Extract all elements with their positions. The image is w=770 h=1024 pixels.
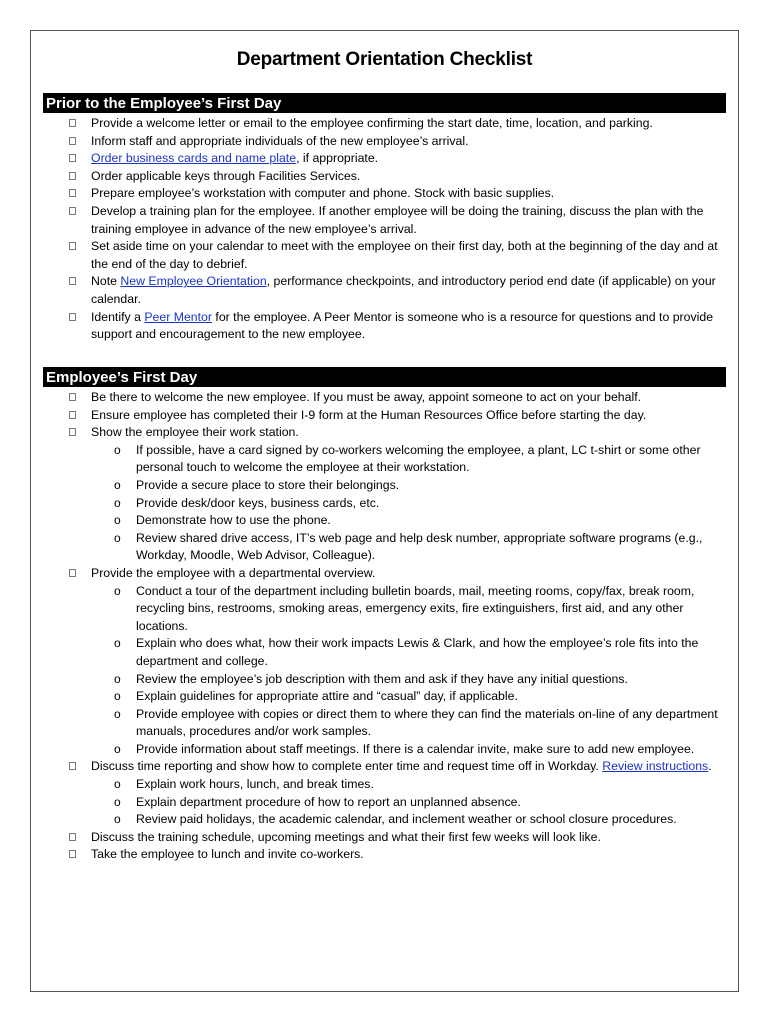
item-text: Be there to welcome the new employee. If you must be away, appoint someone to act on your behalf. bbox=[91, 390, 642, 404]
item-text: Take the employee to lunch and invite co-workers. bbox=[91, 847, 364, 862]
checklist-item bbox=[31, 203, 740, 238]
item-text: Identify a bbox=[91, 309, 145, 324]
checklist-subitem bbox=[31, 495, 740, 513]
bullet-icon: o bbox=[114, 812, 121, 827]
item-text: Prepare employee’s workstation with computer and phone. Stock with basic supplies. bbox=[91, 186, 555, 201]
bullet-icon: o bbox=[114, 495, 121, 510]
checklist-item bbox=[31, 133, 740, 151]
checkbox-icon[interactable] bbox=[69, 137, 76, 145]
checklist-subitem bbox=[31, 794, 740, 812]
checkbox-icon[interactable] bbox=[69, 411, 76, 419]
checklist-subitem bbox=[31, 776, 740, 794]
item-text: Review paid holidays, the academic calendar, and inclement weather or school closure procedures. bbox=[136, 812, 677, 827]
bullet-icon: o bbox=[114, 689, 121, 704]
checklist-subitem bbox=[31, 477, 740, 495]
checklist-first-day bbox=[31, 389, 740, 864]
checkbox-icon[interactable] bbox=[69, 154, 76, 162]
item-text: Provide employee with copies or direct them to where they can find the materials on-line of any department manuals, procedures and/or work samples. bbox=[136, 706, 718, 739]
item-text: Discuss the training schedule, upcoming meetings and what their first few weeks will look like. bbox=[91, 829, 601, 844]
checklist-item bbox=[31, 407, 740, 425]
document-link[interactable]: Peer Mentor bbox=[144, 309, 212, 324]
checklist-subitem bbox=[31, 530, 740, 565]
checkbox-icon[interactable] bbox=[69, 119, 76, 127]
item-text: Conduct a tour of the department including bulletin boards, mail, meeting rooms, copy/fax, break room, recycling bins, restrooms, smoking areas, emergency exits, fire extinguishers, first aid, and any other locations. bbox=[136, 583, 695, 633]
section-heading-prior: Prior to the Employee’s First Day bbox=[43, 93, 726, 113]
checkbox-icon[interactable] bbox=[69, 207, 76, 215]
section-heading-first-day: Employee’s First Day bbox=[43, 367, 726, 387]
checklist-item bbox=[31, 565, 740, 583]
item-text: Provide information about staff meetings. If there is a calendar invite, make sure to add new employee. bbox=[136, 741, 695, 756]
checkbox-icon[interactable] bbox=[69, 569, 76, 577]
item-text: Discuss time reporting and show how to complete enter time and request time off in Workday. bbox=[91, 759, 603, 774]
checkbox-icon[interactable] bbox=[69, 393, 76, 401]
item-text: Provide desk/door keys, business cards, etc. bbox=[136, 495, 380, 510]
checklist-item bbox=[31, 309, 740, 344]
checklist-item bbox=[31, 846, 740, 864]
item-text: Provide a secure place to store their belongings. bbox=[136, 477, 400, 492]
item-text: Provide a welcome letter or email to the employee confirming the start date, time, location, and parking. bbox=[91, 116, 653, 130]
checklist-subitem bbox=[31, 635, 740, 670]
checklist-item bbox=[31, 829, 740, 847]
checkbox-icon[interactable] bbox=[69, 172, 76, 180]
checklist-item bbox=[31, 185, 740, 203]
checklist-subitem bbox=[31, 442, 740, 477]
item-text: Explain guidelines for appropriate attire and “casual” day, if applicable. bbox=[136, 689, 518, 704]
checklist-item bbox=[31, 115, 740, 133]
bullet-icon: o bbox=[114, 513, 121, 528]
item-text: Set aside time on your calendar to meet with the employee on their first day, both at the beginning of the day and at the end of the day to debrief. bbox=[91, 239, 718, 271]
checklist-item bbox=[31, 150, 740, 168]
item-text: Review shared drive access, IT’s web page and help desk number, appropriate software programs (e.g., Workday, Moodle, Web Advisor, Colleague). bbox=[136, 530, 703, 563]
document-page bbox=[30, 30, 739, 992]
document-link[interactable]: Order business cards and name plate bbox=[91, 151, 297, 166]
checklist-subitem bbox=[31, 512, 740, 530]
checkbox-icon[interactable] bbox=[69, 189, 76, 197]
item-text: , if appropriate. bbox=[296, 151, 379, 166]
bullet-icon: o bbox=[114, 671, 121, 686]
checklist-subitem bbox=[31, 688, 740, 706]
checklist-item bbox=[31, 389, 740, 407]
item-text: Note bbox=[91, 274, 121, 289]
item-text: for the employee. A Peer Mentor is someone who is a resource for questions and to provide support and encouragement to the new employee. bbox=[91, 309, 714, 342]
checklist-item bbox=[31, 273, 740, 308]
item-text: Inform staff and appropriate individuals of the new employee’s arrival. bbox=[91, 133, 469, 148]
item-text: . bbox=[708, 759, 712, 774]
checkbox-icon[interactable] bbox=[69, 277, 76, 285]
item-text: Develop a training plan for the employee. If another employee will be doing the training, discuss the plan with the training employee in advance of the new employee’s arrival. bbox=[91, 203, 704, 236]
bullet-icon: o bbox=[114, 794, 121, 809]
document-link[interactable]: New Employee Orientation bbox=[120, 274, 267, 289]
checklist-subitem bbox=[31, 706, 740, 741]
checkbox-icon[interactable] bbox=[69, 762, 76, 770]
bullet-icon: o bbox=[114, 477, 121, 492]
checkbox-icon[interactable] bbox=[69, 850, 76, 858]
checkbox-icon[interactable] bbox=[69, 833, 76, 841]
checklist-item bbox=[31, 758, 740, 776]
checklist-item bbox=[31, 424, 740, 442]
item-text: Explain who does what, how their work impacts Lewis & Clark, and how the employee’s role fits into the department and college. bbox=[136, 636, 699, 668]
bullet-icon: o bbox=[114, 741, 121, 756]
page-title: Department Orientation Checklist bbox=[236, 49, 533, 70]
checkbox-icon[interactable] bbox=[69, 313, 76, 321]
item-text: Demonstrate how to use the phone. bbox=[136, 513, 331, 528]
item-text: Review the employee’s job description with them and ask if they have any initial questions. bbox=[136, 671, 628, 686]
checkbox-icon[interactable] bbox=[69, 428, 76, 436]
checklist-prior bbox=[31, 115, 740, 344]
bullet-icon: o bbox=[114, 442, 121, 457]
document-link[interactable]: Review instructions bbox=[602, 759, 709, 774]
checklist-item bbox=[31, 238, 740, 273]
bullet-icon: o bbox=[114, 583, 121, 598]
bullet-icon: o bbox=[114, 530, 121, 545]
item-text: , performance checkpoints, and introductory period end date (if applicable) on your calendar. bbox=[91, 274, 716, 306]
item-text: Order applicable keys through Facilities Services. bbox=[91, 168, 361, 183]
bullet-icon: o bbox=[114, 706, 121, 721]
checklist-subitem bbox=[31, 811, 740, 829]
item-text: Explain department procedure of how to report an unplanned absence. bbox=[136, 794, 521, 809]
checklist-subitem bbox=[31, 671, 740, 689]
item-text: Provide the employee with a departmental overview. bbox=[91, 565, 376, 580]
item-text: Explain work hours, lunch, and break times. bbox=[136, 777, 374, 792]
checklist-subitem bbox=[31, 741, 740, 759]
checklist-subitem bbox=[31, 583, 740, 636]
item-text: If possible, have a card signed by co-workers welcoming the employee, a plant, LC t-shirt or some other personal touch to welcome the employee at their workstation. bbox=[136, 442, 701, 475]
checklist-item bbox=[31, 168, 740, 186]
bullet-icon: o bbox=[114, 777, 121, 792]
item-text: Ensure employee has completed their I-9 form at the Human Resources Office before starting the day. bbox=[91, 407, 647, 422]
item-text: Show the employee their work station. bbox=[91, 425, 299, 440]
bullet-icon: o bbox=[114, 636, 121, 651]
checkbox-icon[interactable] bbox=[69, 242, 76, 250]
